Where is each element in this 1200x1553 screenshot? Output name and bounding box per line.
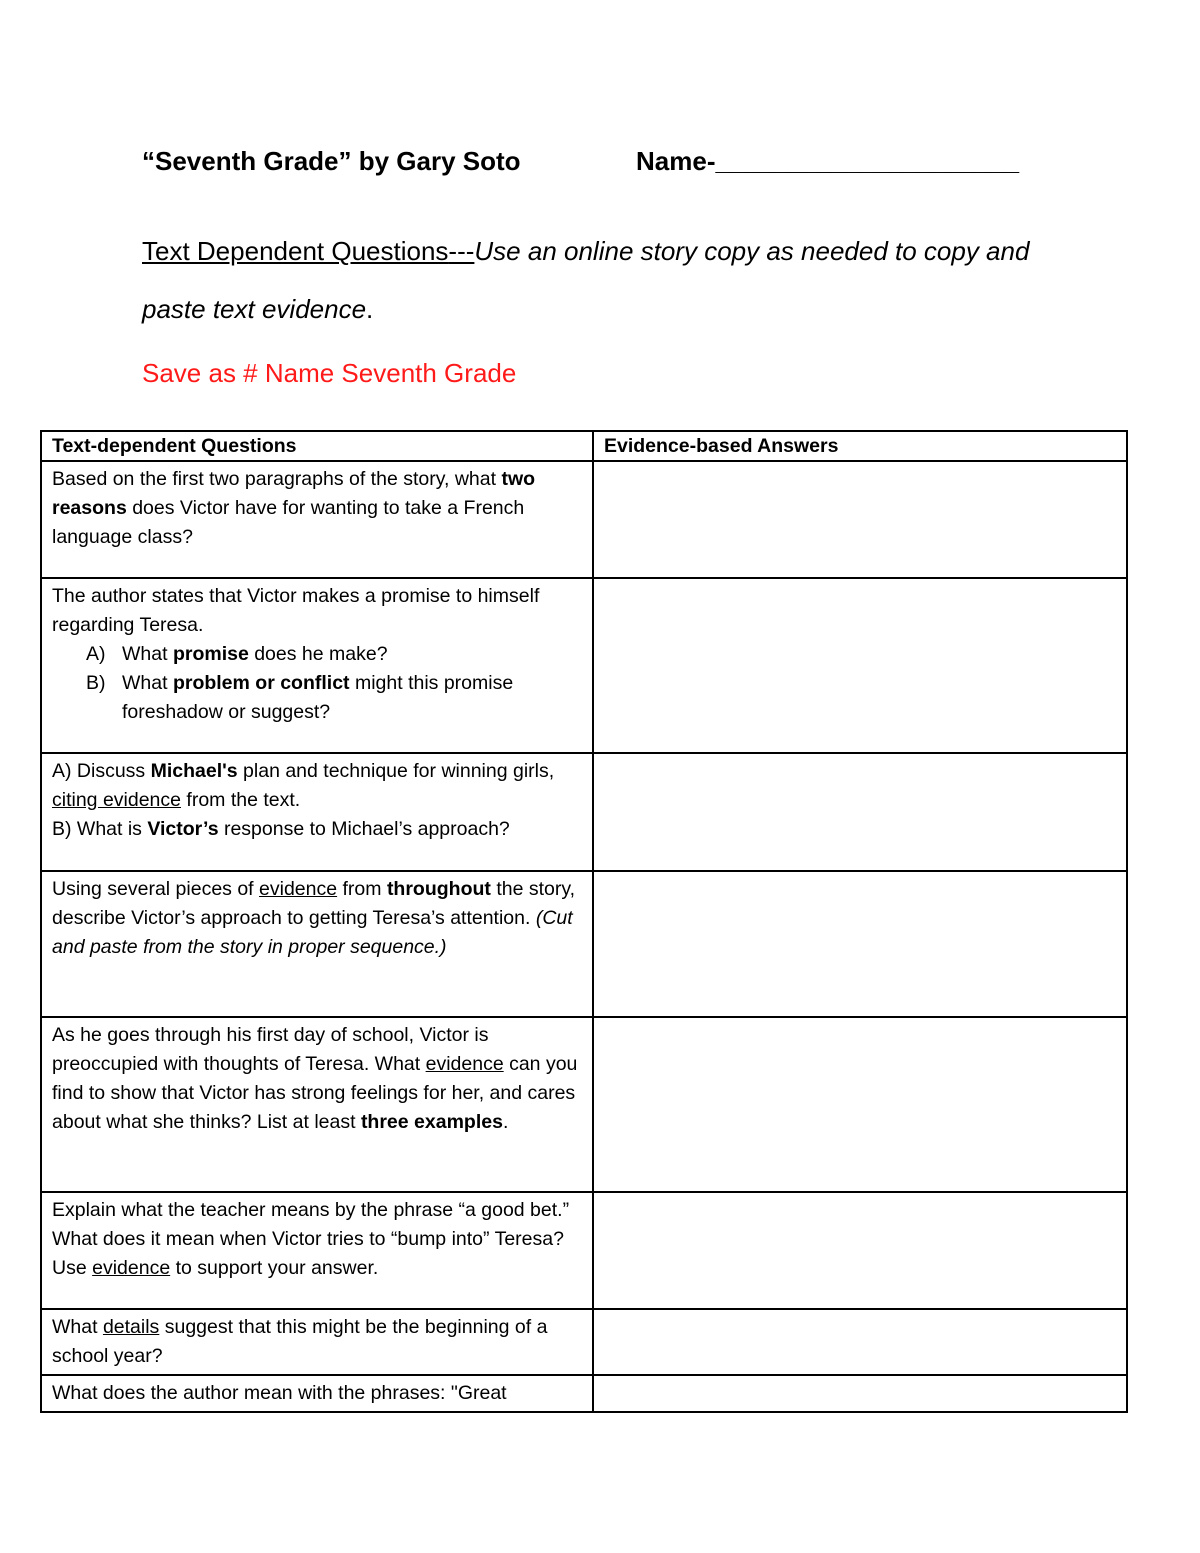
col-header-questions: Text-dependent Questions xyxy=(41,431,593,461)
table-row xyxy=(41,1309,1127,1375)
instructions xyxy=(142,222,1062,338)
tdq-dashes: --- xyxy=(448,236,475,266)
question-2: The author states that Victor makes a promise to himself regarding Teresa. A) What promise does he make? B) What problem or conflict might this promise foreshadow or suggest? xyxy=(41,578,593,753)
answer-cell-3[interactable] xyxy=(593,753,1127,871)
table-row xyxy=(41,461,1127,578)
table-row xyxy=(41,1192,1127,1309)
tdq-heading: Text Dependent Questions xyxy=(142,236,449,266)
tdq-period: . xyxy=(366,294,374,324)
question-7: What details suggest that this might be the beginning of a school year? xyxy=(41,1309,593,1375)
table-row xyxy=(41,1375,1127,1412)
question-5: As he goes through his first day of school, Victor is preoccupied with thoughts of Teresa. What evidence can you find to show that Victor has strong feelings for her, and cares about what she thinks? List at least three examples. xyxy=(41,1017,593,1192)
answer-cell-4[interactable] xyxy=(593,871,1127,1017)
col-header-answers: Evidence-based Answers xyxy=(593,431,1127,461)
question-4: Using several pieces of evidence from throughout the story, describe Victor’s approach to getting Teresa’s attention. (Cut and paste from the story in proper sequence.) xyxy=(41,871,593,1017)
table-row xyxy=(41,753,1127,871)
table-header-row xyxy=(41,431,1127,461)
answer-cell-5[interactable] xyxy=(593,1017,1127,1192)
question-8: What does the author mean with the phrases: "Great xyxy=(41,1375,593,1412)
worksheet-title: “Seventh Grade” by Gary Soto xyxy=(142,146,521,176)
answer-cell-2[interactable] xyxy=(593,578,1127,753)
answer-cell-8[interactable] xyxy=(593,1375,1127,1412)
answer-cell-1[interactable] xyxy=(593,461,1127,578)
table-row xyxy=(41,578,1127,753)
question-3: A) Discuss Michael's plan and technique for winning girls, citing evidence from the text. B) What is Victor’s response to Michael’s approach? xyxy=(41,753,593,871)
name-field-label: Name-_____________________ xyxy=(636,146,1020,176)
table-row xyxy=(41,1017,1127,1192)
question-6: Explain what the teacher means by the phrase “a good bet.” What does it mean when Victor tries to “bump into” Teresa? Use evidence to support your answer. xyxy=(41,1192,593,1309)
table-row xyxy=(41,871,1127,1017)
answer-cell-7[interactable] xyxy=(593,1309,1127,1375)
questions-table xyxy=(40,430,1128,1413)
question-1: Based on the first two paragraphs of the story, what two reasons does Victor have for wanting to take a French language class? xyxy=(41,461,593,578)
save-as-note: Save as # Name Seventh Grade xyxy=(142,358,517,388)
tdq-instruction: Use an online story copy as needed to copy and paste text evidence xyxy=(142,236,1030,324)
answer-cell-6[interactable] xyxy=(593,1192,1127,1309)
